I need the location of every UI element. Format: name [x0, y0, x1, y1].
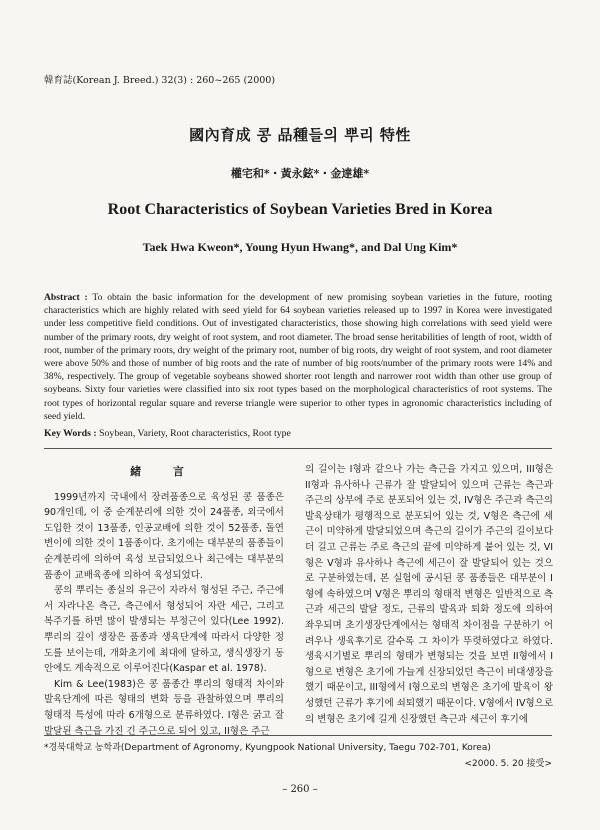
paragraph: 1999년까지 국내에서 장려품종으로 육성된 콩 품종은 90개인데, 이 중 순계분리에 의한 것이 24품종, 외국에서 도입한 것이 13품종, 인공교배에 의한 것이 52품종, 돌연변이에 의한 것이 1품종이다. 초기에는 대부분의 품종들이 순계분리에 의하여 육성 보급되었으나 최근에는 대부분의 품종이 교배육종에 의하여 육성되었다. — [44, 491, 284, 581]
page-number: – 260 – — [282, 784, 318, 795]
footnote-divider — [44, 735, 552, 736]
keywords — [44, 428, 552, 439]
paragraph: Kim & Lee(1983)은 콩 품종간 뿌리의 형태적 차이와 발육단계에 따른 형태의 변화 등을 관찰하였으며 뿌리의 형태적 특성에 따라 6개형으로 분류하였다. I형은 굵고 잘 발달된 측근을 가진 긴 주근으로 되어 있고, II형은 주근 — [44, 678, 284, 737]
divider — [44, 448, 552, 449]
affiliation-footnote: *경북대학교 농학과(Department of Agronomy, Kyungpook National University, Taegu 702-701, Korea) — [44, 743, 491, 753]
keywords-label: Key Words : — [44, 428, 97, 439]
section-heading: 緒 言 — [130, 465, 198, 478]
korean-authors: 權宅和*・黃永鉉*・金達雄* — [230, 167, 370, 180]
korean-title: 國內育成 콩 品種들의 뿌리 特性 — [189, 126, 411, 144]
journal-citation: 韓育誌(Korean J. Breed.) 32(3) : 260~265 (2000) — [44, 75, 276, 86]
abstract-label: Abstract : — [44, 292, 88, 303]
keywords-text: Soybean, Variety, Root characteristics, Root type — [99, 428, 291, 439]
paragraph: 의 길이는 I형과 같으나 가는 측근을 가지고 있으며, III형은 II형과 유사하나 근류가 잘 발달되어 있으며 근류는 측근과 주근의 상부에 주로 분포되어 있는 것, IV형은 주근과 측근의 발육상태가 평행적으로 분포되어 있는 것, V형은 측근에 세근이 미약하게 발달되었으며 측근의 길이가 주근의 길이보다 더 길고 근류는 주로 측근의 끝에 미약하게 붙어 있는 것, VI형은 V형과 유사하나 측근에 세근이 잘 발달되어 있는 것으로 구분하였는데, 본 실험에 공시된 콩 품종들은 대부분이 I형에 속하였으며 V형은 뿌리의 형태적 변형은 일반적으로 측근과 세근의 발달 정도, 근류의 발육과 퇴화 정도에 의하여 좌우되며 초기생장단계에서는 형태적 차이점을 구분하기 어려우나 생육후기로 갈수록 그 차이가 뚜렷하였다고 하였다. 생육시기별로 뿌리의 형태가 변형되는 것을 보면 II형에서 I형으로 변형은 초기에 가늘게 신장되었던 측근이 비대생장을 했기 때문이고, III형에서 I형으로의 변형은 초기에 발육이 왕성했던 근류가 후기에 쇠퇴했기 때문이다. V형에서 IV형으로의 변형은 초기에 길게 신장했던 측근과 세근이 후기에 — [305, 464, 554, 725]
english-authors: Taek Hwa Kweon*, Young Hyun Hwang*, and Dal Ung Kim* — [142, 240, 458, 254]
abstract — [44, 291, 552, 423]
right-column — [305, 462, 553, 727]
abstract-text: To obtain the basic information for the development of new promising soybean varieties in the future, rooting characteristics which are highly related with seed yield for 64 soybean varieties released up to 1997 in Korea were investigated under less competitive field conditions. Out of investigated characteristics, those showing high correlations with seed yield were number of the primary roots, dry weight of root system, and root diameter. The broad sense heritabilities of length of root, width of root, number of the primary roots, dry weight of the primary root, number of big roots, dry weight of root system, and root diameter were above 50% and those of number of big roots and the rate of number of big roots/number of the primary roots were 14% and 38%, respectively. The group of vegetable soybeans showed shorter root length and narrower root width than other use group of soybeans. Sixty four varieties were classified into six root types based on the morphological characteristics of root systems. The root types of horizontal regular square and reverse triangle were superior to other types in agronomic characteristics including of seed yield. — [44, 292, 552, 422]
received-date: <2000. 5. 20 接受> — [464, 759, 552, 769]
left-column — [44, 462, 284, 739]
english-title: Root Characteristics of Soybean Varieties Bred in Korea — [107, 201, 493, 218]
paragraph: 콩의 뿌리는 종실의 유근이 자라서 형성된 주근, 주근에서 자라나온 측근, 측근에서 형성되어 자란 세근, 그리고 복주기를 하면 많이 발생되는 부정근이 있다(Lee 1992). 뿌리의 깊이 생장은 품종과 생육단계에 따라서 다양한 정도를 보이는데, 개화초기에 최대에 달하고, 생식생장기 동안에도 계속적으로 이루어진다(Kaspar et al. 1978). — [44, 585, 284, 675]
